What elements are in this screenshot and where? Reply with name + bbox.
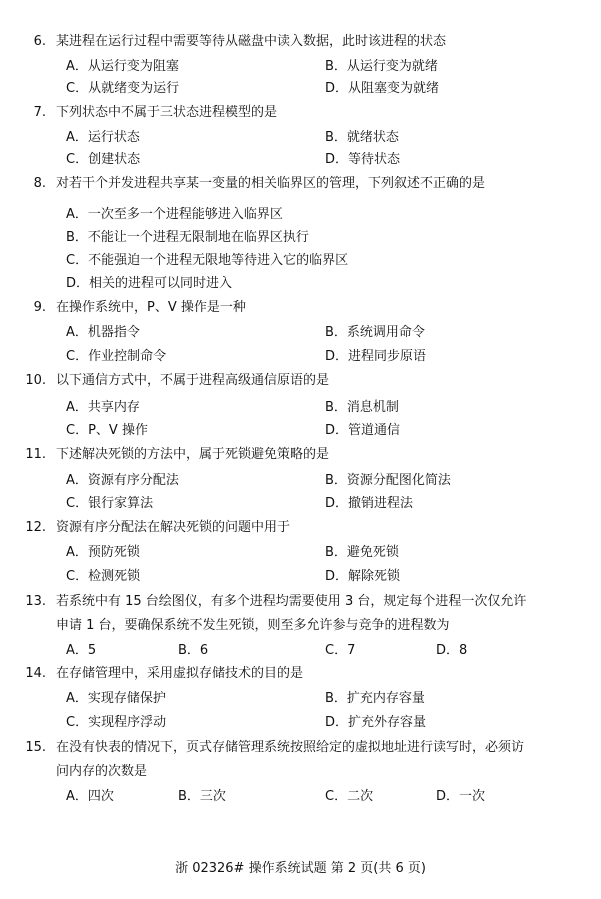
question-stem: 在操作系统中，P、V 操作是一种 — [56, 300, 246, 315]
option-c: C．二次 — [325, 789, 374, 804]
option-b: B．消息机制 — [325, 400, 399, 415]
option-d: D．撤销进程法 — [325, 496, 414, 511]
option-b: B．6 — [178, 643, 209, 658]
question-stem: 对若干个并发进程共享某一变量的相关临界区的管理，下列叙述不正确的是 — [56, 176, 486, 191]
question-stem: 下列状态中不属于三状态进程模型的是 — [56, 105, 278, 120]
option-b: B．就绪状态 — [325, 130, 399, 145]
option-d: D．8 — [436, 643, 468, 658]
question-10 — [0, 372, 329, 389]
option-b: B．系统调用命令 — [325, 325, 425, 340]
question-number: 8. — [33, 176, 46, 191]
question-stem: 下述解决死锁的方法中，属于死锁避免策略的是 — [56, 447, 330, 462]
question-stem: 在没有快表的情况下，页式存储管理系统按照给定的虚拟地址进行读写时，必须访 — [56, 740, 525, 755]
question-number: 13. — [25, 594, 46, 609]
question-stem: 资源有序分配法在解决死锁的问题中用于 — [56, 520, 291, 535]
question-8 — [0, 175, 485, 192]
option-a: A．从运行变为阻塞 — [66, 59, 179, 74]
question-number: 10. — [25, 373, 46, 388]
question-stem: 某进程在运行过程中需要等待从磁盘中读入数据，此时该进程的状态 — [56, 34, 447, 49]
option-c: C．银行家算法 — [66, 496, 154, 511]
option-b: B．不能让一个进程无限制地在临界区执行 — [66, 230, 309, 245]
question-stem: 若系统中有 15 台绘图仪，有多个进程均需要使用 3 台，规定每个进程一次仅允许 — [56, 594, 527, 609]
option-d: D．管道通信 — [325, 423, 401, 438]
option-c: C．7 — [325, 643, 356, 658]
option-a: A．5 — [66, 643, 97, 658]
question-number: 6. — [33, 34, 46, 49]
question-number: 11. — [25, 447, 46, 462]
question-number: 14. — [25, 666, 46, 681]
option-b: B．扩充内存容量 — [325, 691, 425, 706]
question-stem: 在存储管理中，采用虚拟存储技术的目的是 — [56, 666, 304, 681]
option-d: D．等待状态 — [325, 152, 401, 167]
option-c: C．不能强迫一个进程无限地等待进入它的临界区 — [66, 253, 349, 268]
option-b: B．三次 — [178, 789, 226, 804]
page-footer: 浙 02326# 操作系统试题 第 2 页(共 6 页) — [175, 861, 426, 876]
option-d: D．解除死锁 — [325, 569, 401, 584]
option-a: A．四次 — [66, 789, 114, 804]
question-stem-continued: 申请 1 台，要确保系统不发生死锁，则至多允许参与竞争的进程数为 — [56, 618, 450, 633]
option-d: D．从阻塞变为就绪 — [325, 81, 440, 96]
option-a: A．机器指令 — [66, 325, 140, 340]
option-d: D．扩充外存容量 — [325, 715, 427, 730]
option-a: A．预防死锁 — [66, 545, 140, 560]
option-c: C．P、V 操作 — [66, 423, 148, 438]
question-15 — [0, 739, 524, 756]
question-6 — [0, 33, 446, 50]
question-stem: 以下通信方式中，不属于进程高级通信原语的是 — [56, 373, 330, 388]
option-d: D．进程同步原语 — [325, 349, 427, 364]
option-c: C．实现程序浮动 — [66, 715, 167, 730]
option-c: C．从就绪变为运行 — [66, 81, 180, 96]
option-d: D．一次 — [436, 789, 486, 804]
option-a: A．共享内存 — [66, 400, 140, 415]
option-c: C．创建状态 — [66, 152, 141, 167]
question-number: 7. — [33, 105, 46, 120]
option-c: C．检测死锁 — [66, 569, 141, 584]
question-stem-continued: 问内存的次数是 — [56, 764, 148, 779]
option-a: A．实现存储保护 — [66, 691, 166, 706]
option-a: A．运行状态 — [66, 130, 140, 145]
option-b: B．从运行变为就绪 — [325, 59, 438, 74]
option-b: B．避免死锁 — [325, 545, 399, 560]
question-number: 9. — [33, 300, 46, 315]
option-b: B．资源分配图化简法 — [325, 473, 451, 488]
question-7 — [0, 104, 277, 121]
option-a: A．资源有序分配法 — [66, 473, 179, 488]
question-11 — [0, 446, 329, 463]
question-number: 15. — [25, 740, 46, 755]
question-14 — [0, 665, 303, 682]
question-13 — [0, 593, 526, 610]
option-c: C．作业控制命令 — [66, 349, 167, 364]
option-d: D．相关的进程可以同时进入 — [66, 276, 233, 291]
question-9 — [0, 299, 246, 316]
question-number: 12. — [25, 520, 46, 535]
question-12 — [0, 519, 290, 536]
option-a: A．一次至多一个进程能够进入临界区 — [66, 207, 283, 222]
